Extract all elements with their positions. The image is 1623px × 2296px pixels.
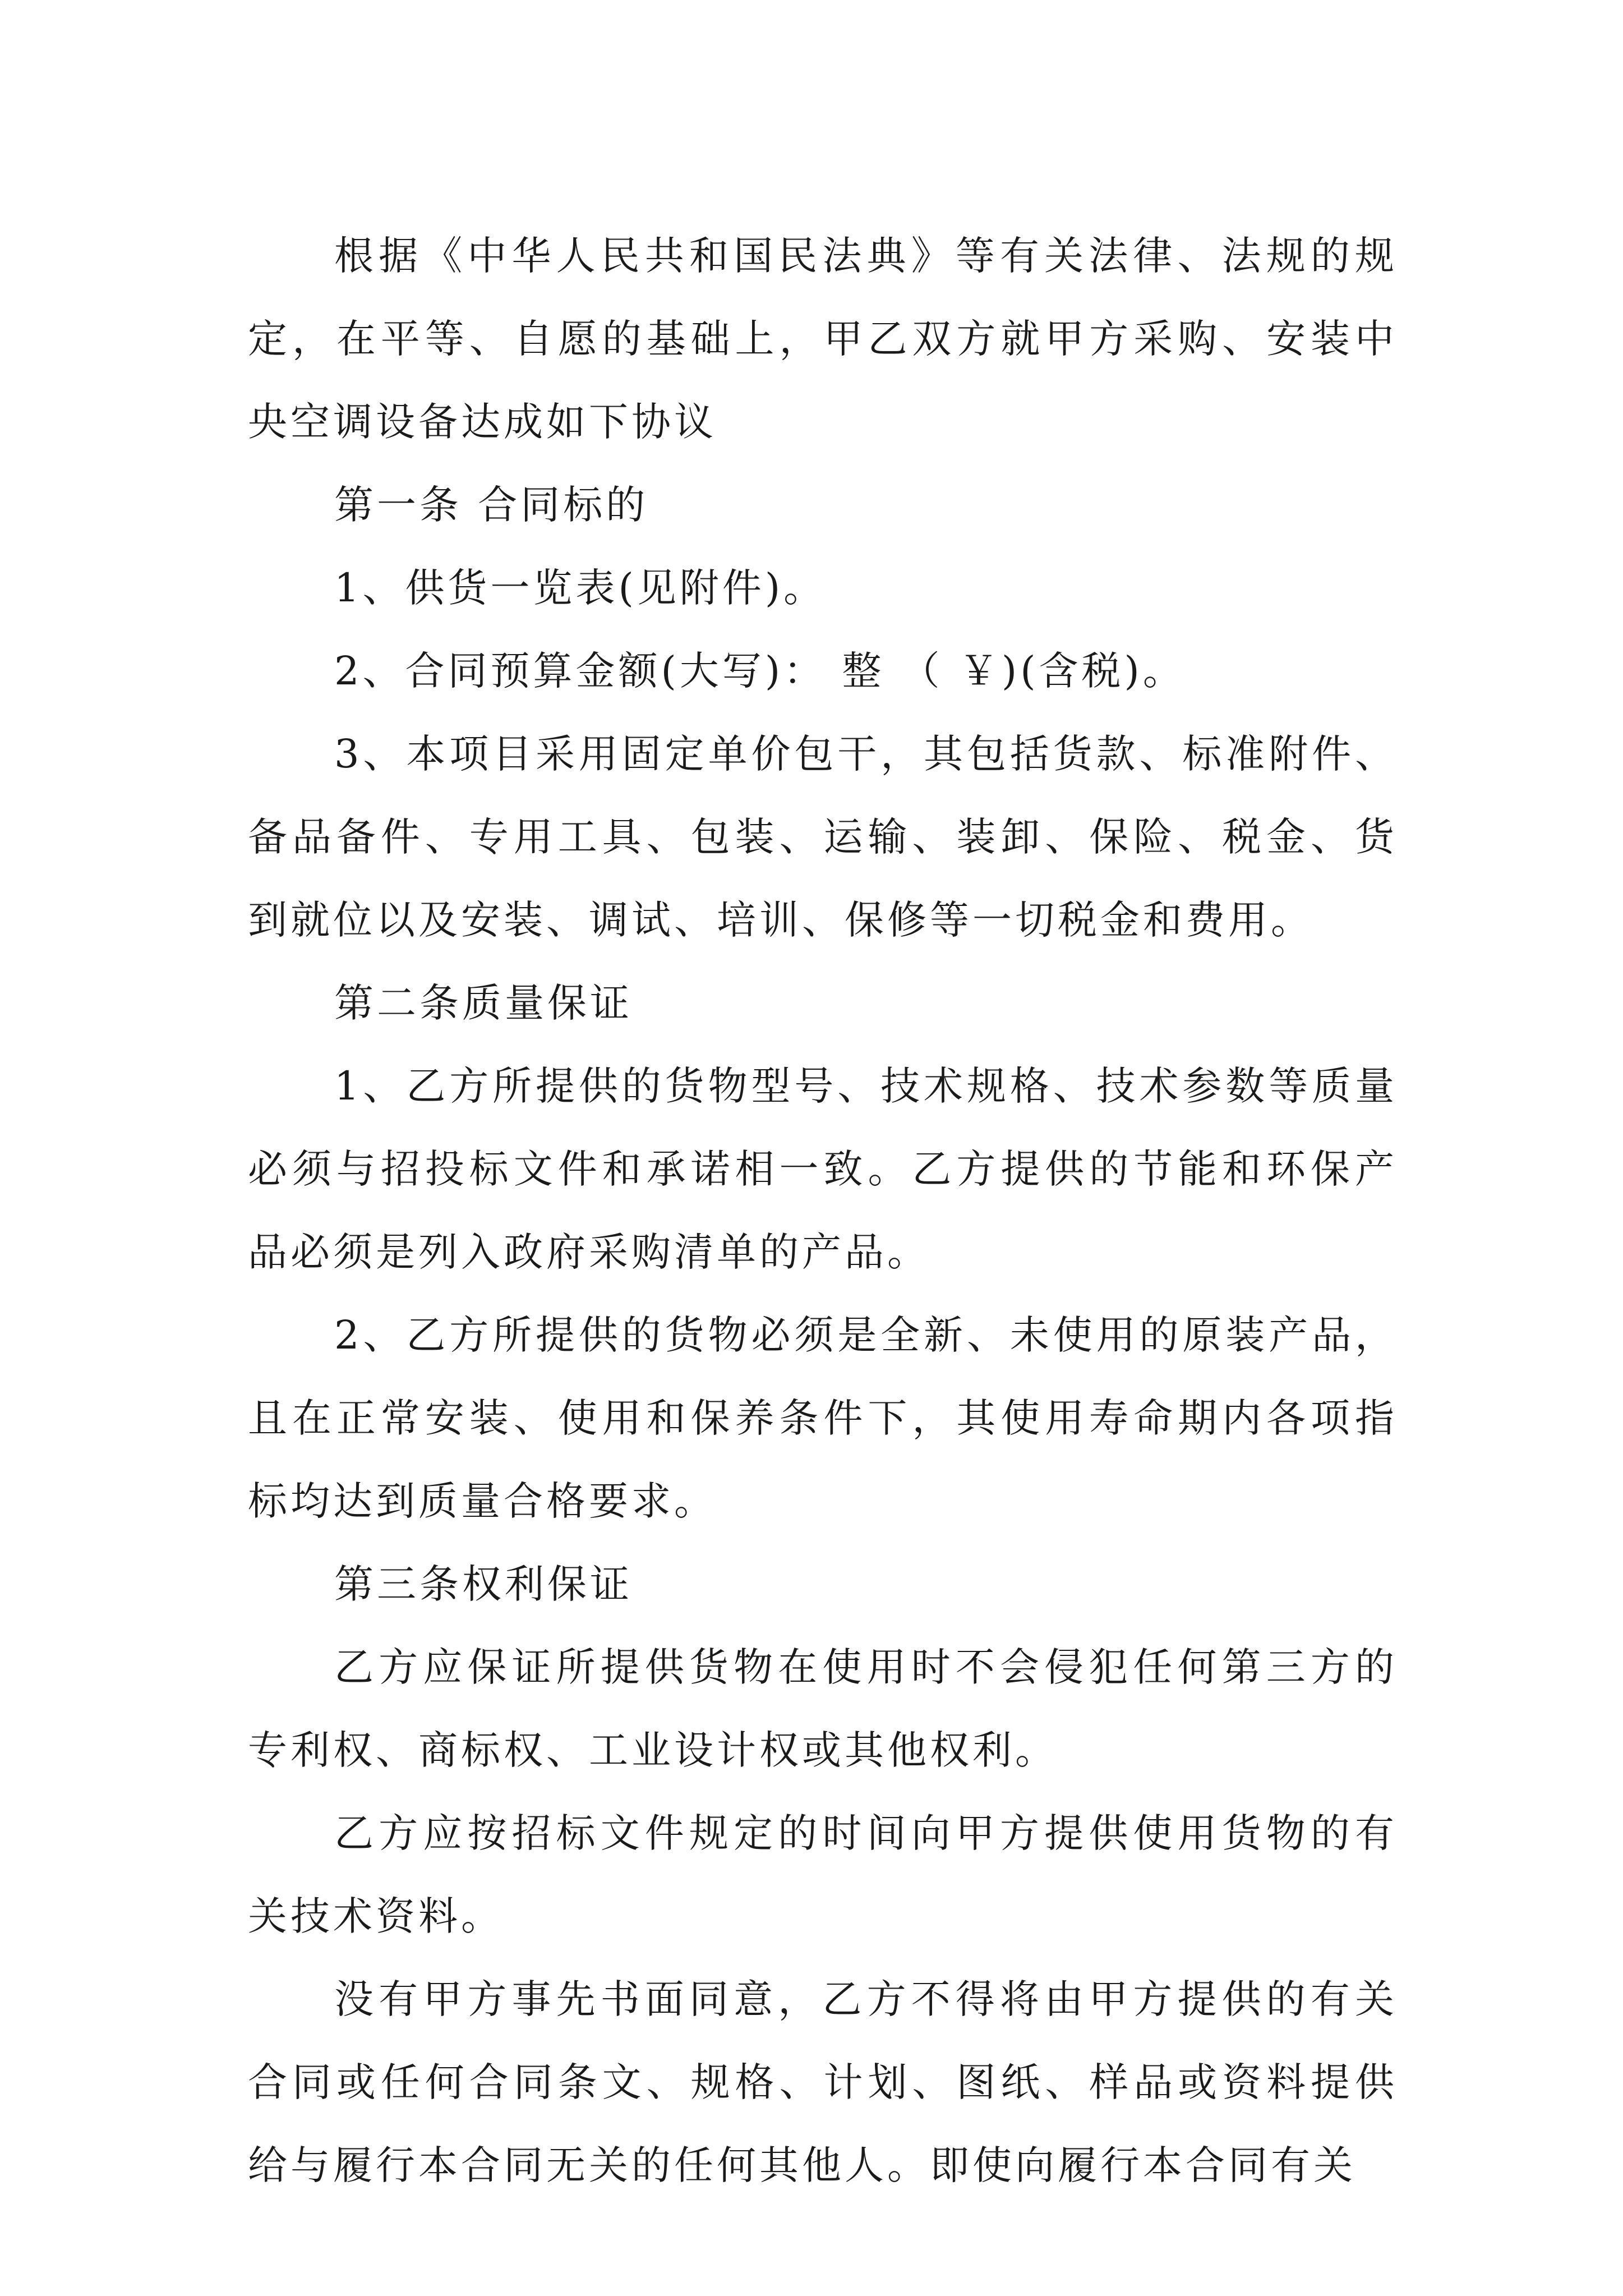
article-1-heading: 第一条 合同标的 — [334, 482, 649, 528]
article-1-item-2: 2、合同预算金额(大写)： 整 （ ￥)(含税)。 — [334, 648, 1186, 694]
document-body — [248, 214, 1398, 2207]
article-2-heading: 第二条质量保证 — [334, 980, 633, 1026]
article-3-paragraph-1: 乙方应保证所提供货物在使用时不会侵犯任何第三方的专利权、商标权、工业设计权或其他权利。 — [248, 1644, 1398, 1773]
article-2-item-1: 1、乙方所提供的货物型号、技术规格、技术参数等质量必须与招投标文件和承诺相一致。乙方提供的节能和环保产品必须是列入政府采购清单的产品。 — [248, 1063, 1398, 1275]
article-3-paragraph-2: 乙方应按招标文件规定的时间向甲方提供使用货物的有关技术资料。 — [248, 1810, 1398, 1939]
article-1-item-3: 3、本项目采用固定单价包干，其包括货款、标准附件、备品备件、专用工具、包装、运输、装卸、保险、税金、货到就位以及安装、调试、培训、保修等一切税金和费用。 — [248, 731, 1398, 943]
article-3-heading: 第三条权利保证 — [334, 1561, 633, 1607]
intro-paragraph: 根据《中华人民共和国民法典》等有关法律、法规的规定，在平等、自愿的基础上，甲乙双方就甲方采购、安装中央空调设备达成如下协议 — [248, 233, 1398, 445]
article-2-item-2: 2、乙方所提供的货物必须是全新、未使用的原装产品，且在正常安装、使用和保养条件下，其使用寿命期内各项指标均达到质量合格要求。 — [248, 1312, 1398, 1524]
article-1-item-1: 1、供货一览表(见附件)。 — [334, 565, 827, 611]
article-3-paragraph-3: 没有甲方事先书面同意，乙方不得将由甲方提供的有关合同或任何合同条文、规格、计划、图纸、样品或资料提供给与履行本合同无关的任何其他人。即使向履行本合同有关 — [248, 1976, 1398, 2188]
